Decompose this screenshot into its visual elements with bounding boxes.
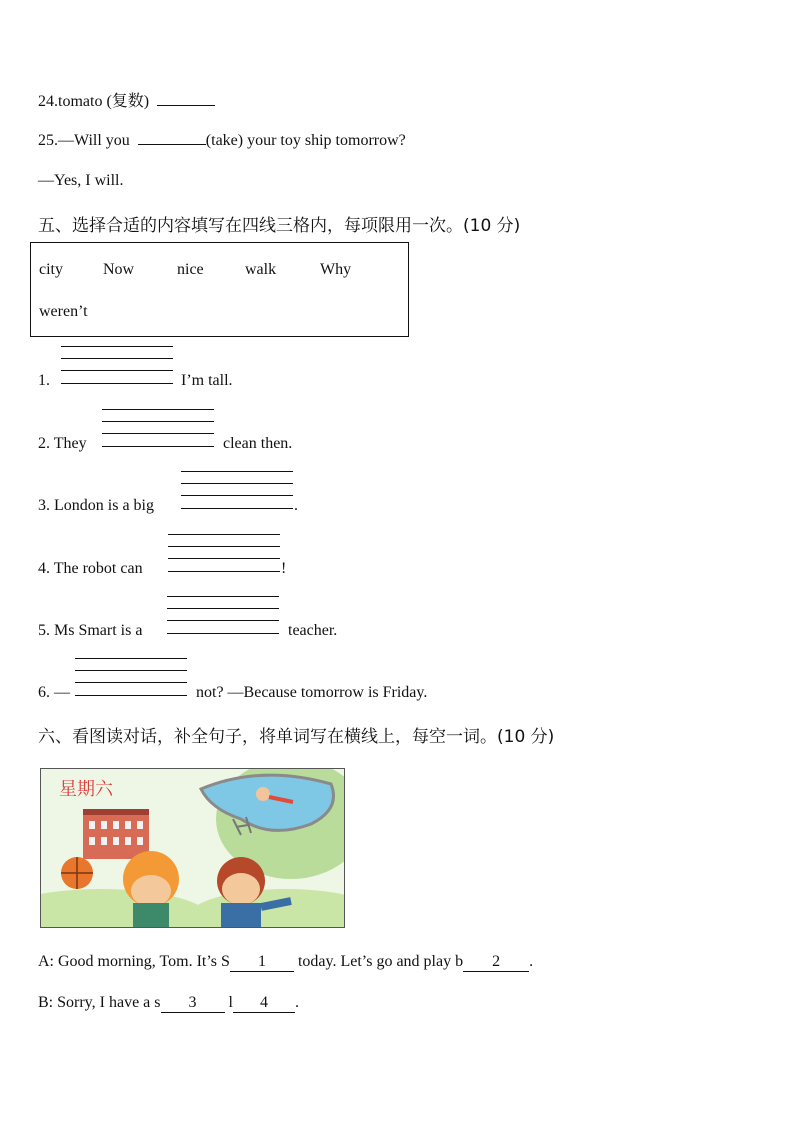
fill-item-6-suffix: not? —Because tomorrow is Friday. — [196, 684, 428, 701]
fill-item-3-prefix: 3. London is a big — [38, 497, 154, 514]
building-icon — [83, 809, 149, 859]
answer-blank[interactable] — [138, 130, 206, 145]
dialogue-line-a — [38, 953, 533, 972]
swimmer-head — [256, 787, 270, 801]
answer-blank-3[interactable]: 3 — [161, 994, 225, 1013]
fill-item-4-prefix: 4. The robot can — [38, 560, 143, 577]
four-line-grid[interactable] — [102, 409, 214, 447]
word-bank-item: Why — [320, 261, 352, 278]
fill-item-3-suffix: . — [294, 497, 298, 514]
answer-blank-2[interactable]: 2 — [463, 953, 529, 972]
dialogue-b-prefix: B: Sorry, I have a s — [38, 994, 161, 1011]
word-bank-item: nice — [177, 261, 204, 278]
question-25-text: 25.—Will you — [38, 132, 130, 149]
dialogue-a-mid: today. Let’s go and play b — [297, 953, 464, 970]
four-line-grid[interactable] — [75, 658, 187, 696]
dialogue-a-prefix: A: Good morning, Tom. It’s S — [38, 953, 230, 970]
fill-item-2-prefix: 2. They — [38, 435, 87, 452]
word-bank-item: walk — [245, 261, 277, 278]
word-bank — [30, 242, 409, 337]
question-24-text: 24.tomato (复数) — [38, 93, 150, 110]
word-bank-item: Now — [103, 261, 135, 278]
question-25-text-after: (take) your toy ship tomorrow? — [205, 132, 406, 149]
answer-blank-4[interactable]: 4 — [233, 994, 295, 1013]
fill-item-2-suffix: clean then. — [223, 435, 293, 452]
section-6-heading: 六、看图读对话，补全句子，将单词写在横线上，每空一词。(10 分) — [38, 727, 555, 747]
four-line-grid[interactable] — [168, 534, 280, 572]
question-25-reply: —Yes, I will. — [38, 172, 124, 189]
dialogue-b-mid: l — [228, 994, 233, 1011]
four-line-grid[interactable] — [61, 346, 173, 384]
word-bank-item: weren’t — [39, 303, 88, 320]
fill-item-5-suffix: teacher. — [288, 622, 338, 639]
fill-item-1-prefix: 1. — [38, 372, 50, 389]
dialogue-illustration — [40, 768, 345, 928]
question-24 — [38, 88, 215, 111]
answer-blank[interactable] — [157, 91, 215, 106]
dialogue-b-end: . — [294, 994, 299, 1011]
dialogue-a-end: . — [529, 953, 534, 970]
fill-item-1-suffix: I’m tall. — [181, 372, 233, 389]
answer-blank-1[interactable]: 1 — [230, 953, 294, 972]
fill-item-4-suffix: ! — [281, 560, 287, 577]
four-line-grid[interactable] — [167, 596, 279, 634]
fill-item-6-prefix: 6. — — [38, 684, 70, 701]
saturday-sign: 星期六 — [59, 779, 113, 800]
question-25 — [38, 130, 406, 150]
word-bank-item: city — [39, 261, 63, 278]
dialogue-line-b — [38, 994, 299, 1013]
four-line-grid[interactable] — [181, 471, 293, 509]
fill-item-5-prefix: 5. Ms Smart is a — [38, 622, 143, 639]
section-5-heading: 五、选择合适的内容填写在四线三格内，每项限用一次。(10 分) — [38, 216, 521, 236]
